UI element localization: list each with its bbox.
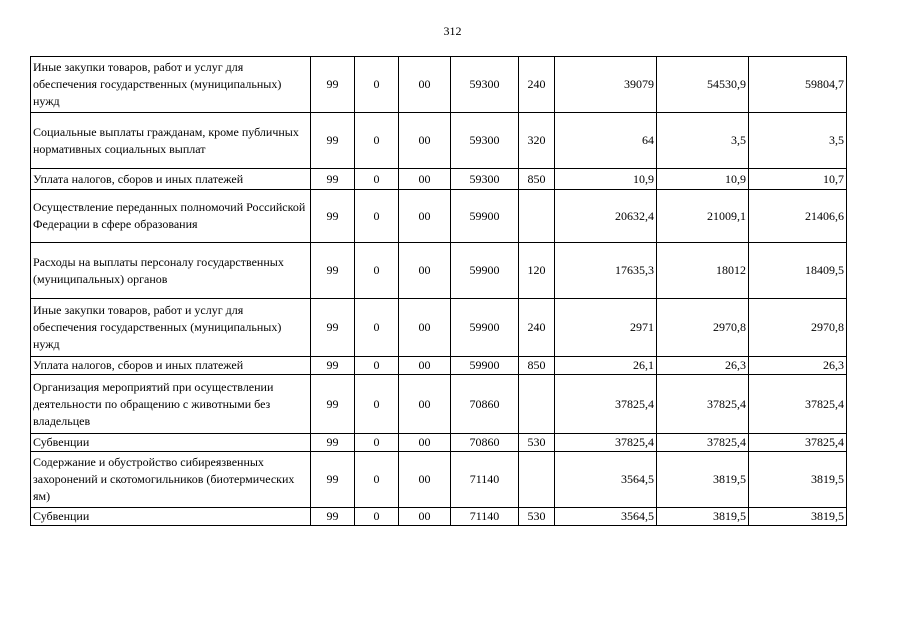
group-code: 00 — [399, 169, 451, 190]
amount-year-2: 3,5 — [657, 113, 749, 169]
amount-year-3: 10,7 — [749, 169, 847, 190]
subprogram-code: 0 — [355, 434, 399, 452]
chapter-code: 99 — [311, 243, 355, 299]
table-row — [31, 452, 847, 508]
amount-year-1: 3564,5 — [555, 452, 657, 508]
expense-type-code: 850 — [519, 169, 555, 190]
group-code: 00 — [399, 452, 451, 508]
amount-year-1: 37825,4 — [555, 375, 657, 434]
table-row — [31, 57, 847, 113]
chapter-code: 99 — [311, 357, 355, 375]
table-row — [31, 243, 847, 299]
subprogram-code: 0 — [355, 190, 399, 243]
row-name: Уплата налогов, сборов и иных платежей — [31, 357, 311, 375]
table-row — [31, 508, 847, 526]
amount-year-2: 2970,8 — [657, 299, 749, 357]
table-row — [31, 190, 847, 243]
budget-table — [30, 56, 847, 526]
amount-year-1: 17635,3 — [555, 243, 657, 299]
amount-year-1: 39079 — [555, 57, 657, 113]
subprogram-code: 0 — [355, 375, 399, 434]
amount-year-2: 18012 — [657, 243, 749, 299]
expense-type-code: 240 — [519, 299, 555, 357]
group-code: 00 — [399, 57, 451, 113]
expense-type-code: 120 — [519, 243, 555, 299]
amount-year-3: 37825,4 — [749, 375, 847, 434]
expense-type-code: 530 — [519, 508, 555, 526]
chapter-code: 99 — [311, 452, 355, 508]
group-code: 00 — [399, 375, 451, 434]
amount-year-3: 3819,5 — [749, 452, 847, 508]
row-name: Организация мероприятий при осуществлении деятельности по обращению с животными без владельцев — [31, 375, 311, 434]
amount-year-1: 26,1 — [555, 357, 657, 375]
row-name: Иные закупки товаров, работ и услуг для обеспечения государственных (муниципальных) нужд — [31, 57, 311, 113]
direction-code: 71140 — [451, 508, 519, 526]
expense-type-code: 240 — [519, 57, 555, 113]
direction-code: 59300 — [451, 57, 519, 113]
table-row — [31, 299, 847, 357]
amount-year-2: 3819,5 — [657, 508, 749, 526]
chapter-code: 99 — [311, 190, 355, 243]
amount-year-2: 10,9 — [657, 169, 749, 190]
amount-year-3: 37825,4 — [749, 434, 847, 452]
amount-year-2: 26,3 — [657, 357, 749, 375]
direction-code: 59900 — [451, 299, 519, 357]
subprogram-code: 0 — [355, 299, 399, 357]
group-code: 00 — [399, 434, 451, 452]
chapter-code: 99 — [311, 113, 355, 169]
amount-year-1: 20632,4 — [555, 190, 657, 243]
expense-type-code — [519, 190, 555, 243]
amount-year-1: 3564,5 — [555, 508, 657, 526]
expense-type-code: 850 — [519, 357, 555, 375]
subprogram-code: 0 — [355, 452, 399, 508]
subprogram-code: 0 — [355, 357, 399, 375]
chapter-code: 99 — [311, 434, 355, 452]
expense-type-code — [519, 375, 555, 434]
amount-year-3: 26,3 — [749, 357, 847, 375]
direction-code: 70860 — [451, 434, 519, 452]
group-code: 00 — [399, 243, 451, 299]
amount-year-2: 37825,4 — [657, 434, 749, 452]
chapter-code: 99 — [311, 169, 355, 190]
amount-year-2: 54530,9 — [657, 57, 749, 113]
group-code: 00 — [399, 113, 451, 169]
group-code: 00 — [399, 357, 451, 375]
amount-year-3: 2970,8 — [749, 299, 847, 357]
expense-type-code: 530 — [519, 434, 555, 452]
table-row — [31, 113, 847, 169]
group-code: 00 — [399, 508, 451, 526]
subprogram-code: 0 — [355, 57, 399, 113]
row-name: Осуществление переданных полномочий Российской Федерации в сфере образования — [31, 190, 311, 243]
row-name: Субвенции — [31, 508, 311, 526]
amount-year-3: 3,5 — [749, 113, 847, 169]
row-name: Субвенции — [31, 434, 311, 452]
amount-year-3: 59804,7 — [749, 57, 847, 113]
row-name: Содержание и обустройство сибиреязвенных захоронений и скотомогильников (биотермических ям) — [31, 452, 311, 508]
row-name: Социальные выплаты гражданам, кроме публичных нормативных социальных выплат — [31, 113, 311, 169]
direction-code: 70860 — [451, 375, 519, 434]
amount-year-1: 64 — [555, 113, 657, 169]
amount-year-2: 21009,1 — [657, 190, 749, 243]
row-name: Уплата налогов, сборов и иных платежей — [31, 169, 311, 190]
subprogram-code: 0 — [355, 243, 399, 299]
expense-type-code — [519, 452, 555, 508]
direction-code: 59300 — [451, 113, 519, 169]
direction-code: 59900 — [451, 243, 519, 299]
subprogram-code: 0 — [355, 508, 399, 526]
table-row — [31, 434, 847, 452]
row-name: Расходы на выплаты персоналу государственных (муниципальных) органов — [31, 243, 311, 299]
amount-year-2: 37825,4 — [657, 375, 749, 434]
chapter-code: 99 — [311, 508, 355, 526]
direction-code: 59900 — [451, 190, 519, 243]
direction-code: 59900 — [451, 357, 519, 375]
amount-year-1: 10,9 — [555, 169, 657, 190]
direction-code: 71140 — [451, 452, 519, 508]
direction-code: 59300 — [451, 169, 519, 190]
chapter-code: 99 — [311, 299, 355, 357]
table-row — [31, 375, 847, 434]
amount-year-3: 18409,5 — [749, 243, 847, 299]
subprogram-code: 0 — [355, 113, 399, 169]
chapter-code: 99 — [311, 375, 355, 434]
row-name: Иные закупки товаров, работ и услуг для обеспечения государственных (муниципальных) нужд — [31, 299, 311, 357]
amount-year-1: 37825,4 — [555, 434, 657, 452]
amount-year-3: 3819,5 — [749, 508, 847, 526]
table-row — [31, 357, 847, 375]
amount-year-3: 21406,6 — [749, 190, 847, 243]
page-number: 312 — [443, 24, 462, 38]
group-code: 00 — [399, 299, 451, 357]
expense-type-code: 320 — [519, 113, 555, 169]
amount-year-2: 3819,5 — [657, 452, 749, 508]
amount-year-1: 2971 — [555, 299, 657, 357]
group-code: 00 — [399, 190, 451, 243]
subprogram-code: 0 — [355, 169, 399, 190]
chapter-code: 99 — [311, 57, 355, 113]
table-row — [31, 169, 847, 190]
